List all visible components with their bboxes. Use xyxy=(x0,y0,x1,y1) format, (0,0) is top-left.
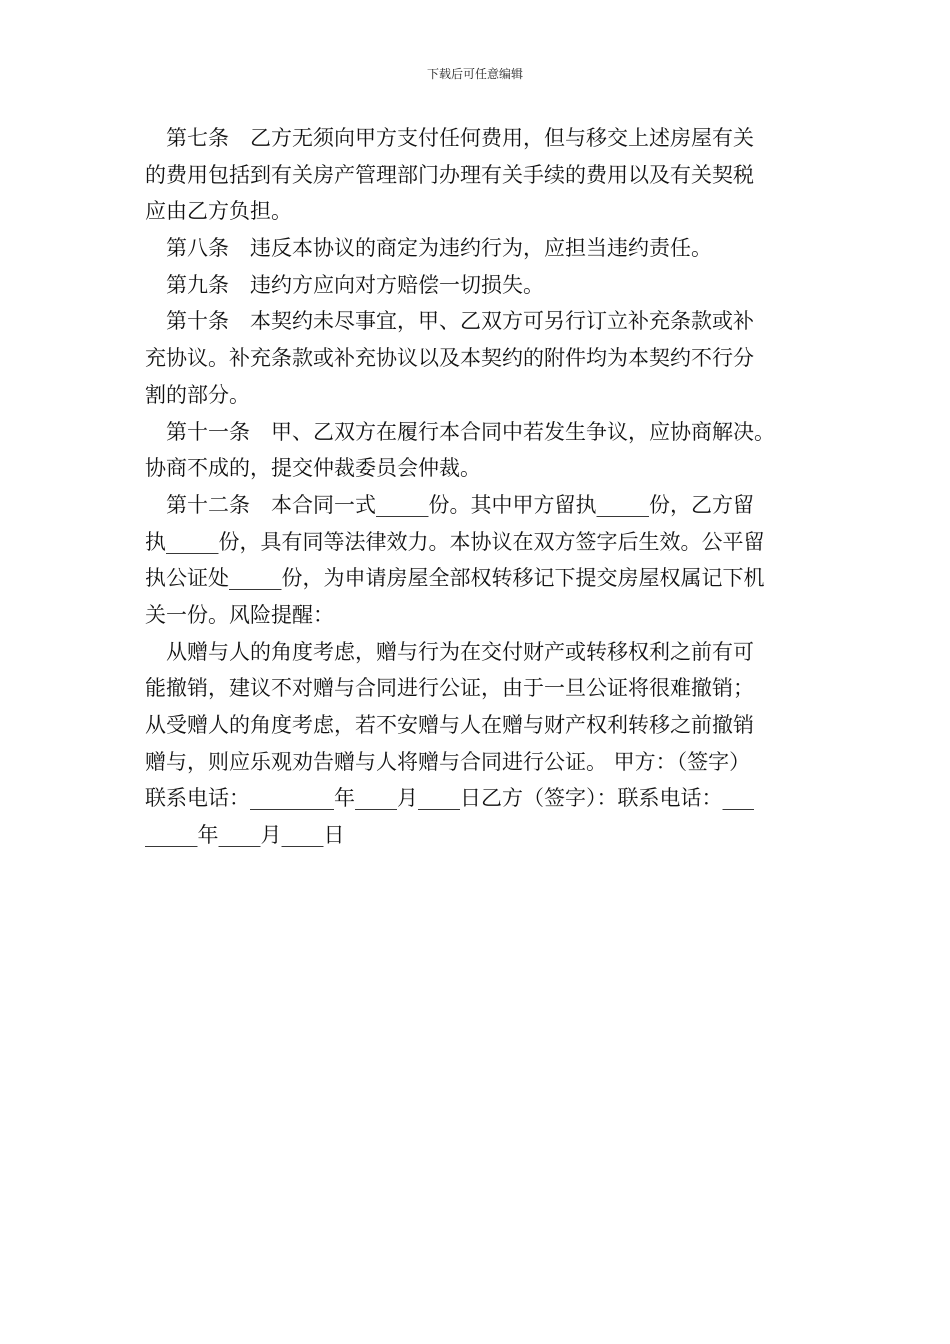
text-line: 应由乙方负担。 xyxy=(145,199,292,224)
text-line: 从受赠人的角度考虑，若不安赠与人在赠与财产权利转移之前撤销 xyxy=(145,713,754,737)
text-line: 执公证处_____份，为申请房屋全部权转移记下提交房屋权属记下机 xyxy=(145,566,765,591)
text-line: 从赠与人的角度考虑，赠与行为在交付财产或转移权利之前有可 xyxy=(145,639,754,664)
text-line: 协商不成的，提交仲裁委员会仲裁。 xyxy=(145,456,481,481)
text-line: 第十一条 甲、乙双方在履行本合同中若发生争议，应协商解决。 xyxy=(145,419,775,444)
text-line: 的费用包括到有关房产管理部门办理有关手续的费用以及有关契税 xyxy=(145,162,754,187)
text-line: 充协议。补充条款或补充协议以及本契约的附件均为本契约不行分 xyxy=(145,346,754,371)
text-line: 执_____份，具有同等法律效力。本协议在双方签字后生效。公平留 xyxy=(145,529,765,554)
text-line: 关一份。风险提醒： xyxy=(145,602,334,627)
text-line: 第九条 违约方应向对方赔偿一切损失。 xyxy=(145,272,544,297)
text-line: 能撤销，建议不对赠与合同进行公证，由于一旦公证将很难撤销； xyxy=(145,676,754,701)
page-header: 下载后可任意编辑 xyxy=(426,67,523,81)
text-line: 第十条 本契约未尽事宜，甲、乙双方可另行订立补充条款或补 xyxy=(145,309,754,334)
text-line: 赠与，则应乐观劝告赠与人将赠与合同进行公证。 甲方：（签字） xyxy=(145,749,751,774)
text-line: 割的部分。 xyxy=(145,382,250,407)
text-line: 第七条 乙方无须向甲方支付任何费用，但与移交上述房屋有关 xyxy=(145,126,754,150)
document-body xyxy=(145,120,835,854)
text-line: 联系电话：________年____月____日乙方（签字）：联系电话：___ xyxy=(145,786,754,811)
text-line: 第十二条 本合同一式_____份。其中甲方留执_____份，乙方留 xyxy=(145,492,754,517)
text-line: _____年____月____日 xyxy=(145,823,345,848)
text-line: 第八条 违反本协议的商定为违约行为，应担当违约责任。 xyxy=(145,236,712,261)
